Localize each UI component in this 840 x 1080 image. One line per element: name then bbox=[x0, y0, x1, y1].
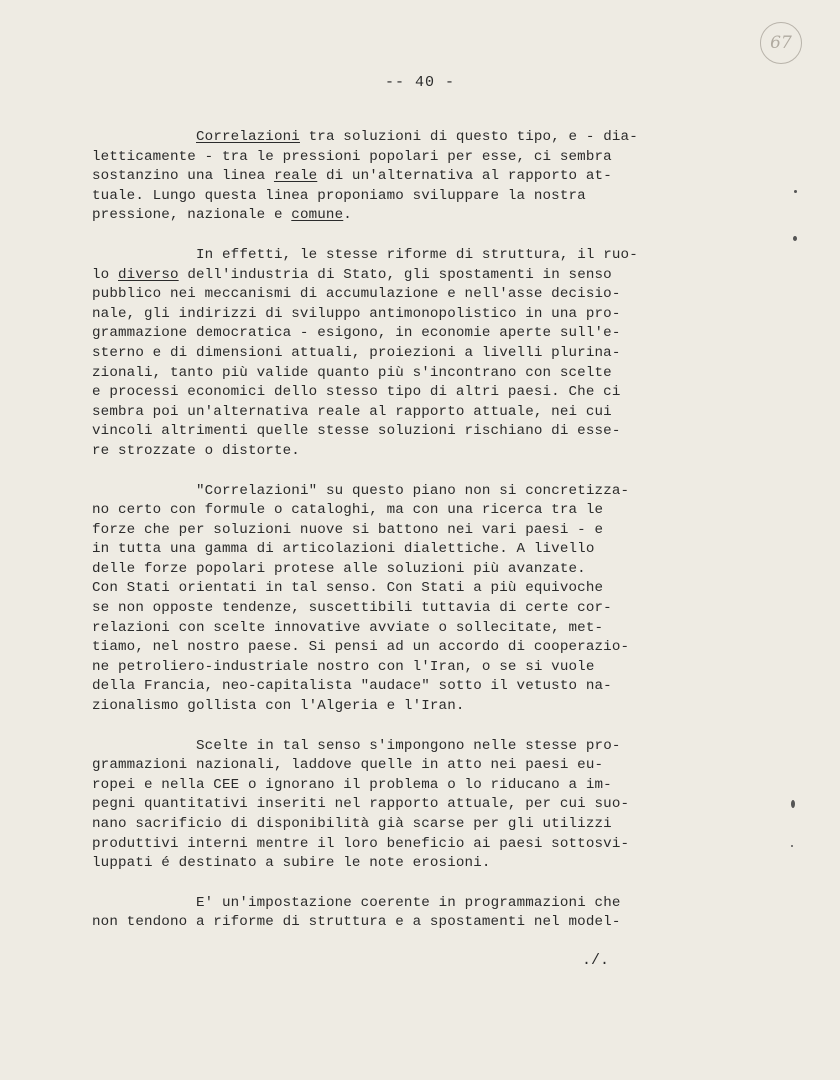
text-segment: tuale. Lungo questa linea proponiamo sviluppare la nostra bbox=[92, 187, 586, 204]
text-segment: e processi economici dello stesso tipo di altri paesi. Che ci bbox=[92, 384, 621, 401]
text-line bbox=[92, 266, 712, 286]
text-line bbox=[92, 638, 712, 658]
text-line bbox=[92, 128, 712, 148]
text-line bbox=[92, 677, 712, 697]
text-segment: . bbox=[343, 207, 352, 224]
text-segment: sterno e di dimensioni attuali, proiezioni a livelli plurina- bbox=[92, 344, 621, 361]
text-segment: sostanzino una linea bbox=[92, 168, 274, 185]
text-line bbox=[92, 364, 712, 384]
text-line bbox=[92, 697, 712, 717]
text-line bbox=[92, 148, 712, 168]
margin-speck bbox=[793, 236, 797, 241]
text-segment: produttivi interni mentre il loro beneficio ai paesi sottosvi- bbox=[92, 835, 630, 852]
text-segment: in tutta una gamma di articolazioni dialettiche. A livello bbox=[92, 541, 595, 558]
archive-stamp: 67 bbox=[760, 22, 802, 64]
text-segment: sembra poi un'alternativa reale al rapporto attuale, nei cui bbox=[92, 403, 612, 420]
text-line bbox=[92, 442, 712, 462]
margin-speck bbox=[791, 845, 793, 847]
underlined-word: comune bbox=[291, 207, 344, 224]
text-line bbox=[92, 521, 712, 541]
text-line bbox=[92, 383, 712, 403]
paragraph bbox=[92, 482, 712, 717]
paragraph bbox=[92, 894, 712, 933]
text-line bbox=[92, 403, 712, 423]
text-line bbox=[92, 167, 712, 187]
text-line bbox=[92, 599, 712, 619]
text-segment: nale, gli indirizzi di sviluppo antimonopolistico in una pro- bbox=[92, 305, 621, 322]
text-segment: tra soluzioni di questo tipo, e - dia- bbox=[299, 129, 638, 145]
text-segment: grammazione democratica - esigono, in economie aperte sull'e- bbox=[92, 325, 621, 342]
text-line bbox=[92, 285, 712, 305]
text-segment: di un'alternativa al rapporto at- bbox=[317, 168, 612, 185]
text-line bbox=[92, 795, 712, 815]
text-line bbox=[92, 737, 712, 757]
margin-speck bbox=[791, 800, 795, 808]
text-line bbox=[92, 305, 712, 325]
underlined-word: Correlazioni bbox=[196, 129, 300, 145]
margin-speck bbox=[794, 190, 797, 193]
text-segment: In effetti, le stesse riforme di struttura, il ruo- bbox=[196, 246, 638, 263]
text-line bbox=[92, 854, 712, 874]
paragraph bbox=[92, 246, 712, 462]
text-line bbox=[92, 913, 712, 933]
text-segment: Con Stati orientati in tal senso. Con Stati a più equivoche bbox=[92, 580, 604, 597]
body-text bbox=[92, 128, 712, 953]
text-segment: zionalismo gollista con l'Algeria e l'Iran. bbox=[92, 698, 465, 715]
text-segment: forze che per soluzioni nuove si battono nei vari paesi - e bbox=[92, 521, 604, 538]
text-segment: relazioni con scelte innovative avviate o sollecitate, met- bbox=[92, 619, 604, 636]
text-segment: dell'industria di Stato, gli spostamenti in senso bbox=[178, 266, 612, 283]
text-segment: della Francia, neo-capitalista "audace" sotto il vetusto na- bbox=[92, 678, 612, 695]
underlined-word: diverso bbox=[118, 266, 179, 283]
text-line bbox=[92, 894, 712, 914]
text-segment: lo bbox=[92, 266, 118, 283]
text-line bbox=[92, 344, 712, 364]
text-line bbox=[92, 324, 712, 344]
text-line bbox=[92, 658, 712, 678]
text-line bbox=[92, 501, 712, 521]
text-segment: pubblico nei meccanismi di accumulazione e nell'asse decisio- bbox=[92, 286, 621, 303]
underlined-word: reale bbox=[273, 168, 318, 185]
text-segment: nano sacrificio di disponibilità già scarse per gli utilizzi bbox=[92, 816, 612, 832]
paragraph bbox=[92, 737, 712, 874]
text-line bbox=[92, 835, 712, 855]
text-segment: se non opposte tendenze, suscettibili tuttavia di certe cor- bbox=[92, 600, 612, 617]
text-segment: pressione, nazionale e bbox=[92, 207, 292, 224]
text-segment: Scelte in tal senso s'impongono nelle stesse pro- bbox=[196, 737, 621, 754]
text-segment: pegni quantitativi inseriti nel rapporto attuale, per cui suo- bbox=[92, 796, 630, 813]
text-line bbox=[92, 776, 712, 796]
text-line bbox=[92, 206, 712, 226]
text-segment: delle forze popolari protese alle soluzioni più avanzate. bbox=[92, 560, 586, 577]
text-segment: letticamente - tra le pressioni popolari per esse, ci sembra bbox=[92, 148, 612, 165]
paragraph bbox=[92, 128, 712, 226]
text-segment: vincoli altrimenti quelle stesse soluzioni rischiano di esse- bbox=[92, 423, 621, 440]
text-segment: tiamo, nel nostro paese. Si pensi ad un accordo di cooperazio- bbox=[92, 639, 630, 656]
page-number: -- 40 - bbox=[384, 74, 455, 91]
text-line bbox=[92, 619, 712, 639]
text-segment: luppati é destinato a subire le note erosioni. bbox=[92, 855, 491, 872]
continuation-mark: ./. bbox=[582, 952, 610, 969]
text-line bbox=[92, 815, 712, 835]
text-line bbox=[92, 422, 712, 442]
text-segment: re strozzate o distorte. bbox=[92, 442, 300, 459]
text-segment: E' un'impostazione coerente in programmazioni che bbox=[196, 894, 621, 911]
text-line bbox=[92, 579, 712, 599]
text-segment: "Correlazioni" su questo piano non si concretizza- bbox=[196, 482, 630, 499]
text-segment: ropei e nella CEE o ignorano il problema o lo riducano a im- bbox=[92, 776, 612, 793]
text-line bbox=[92, 540, 712, 560]
text-line bbox=[92, 482, 712, 502]
text-segment: zionali, tanto più valide quanto più s'incontrano con scelte bbox=[92, 364, 612, 381]
text-segment: ne petroliero-industriale nostro con l'Iran, o se si vuole bbox=[92, 658, 595, 675]
text-line bbox=[92, 246, 712, 266]
text-segment: no certo con formule o cataloghi, ma con una ricerca tra le bbox=[92, 502, 604, 519]
text-line bbox=[92, 560, 712, 580]
text-line bbox=[92, 756, 712, 776]
text-segment: non tendono a riforme di struttura e a spostamenti nel model- bbox=[92, 914, 621, 931]
text-line bbox=[92, 187, 712, 207]
text-segment: grammazioni nazionali, laddove quelle in atto nei paesi eu- bbox=[92, 757, 604, 774]
